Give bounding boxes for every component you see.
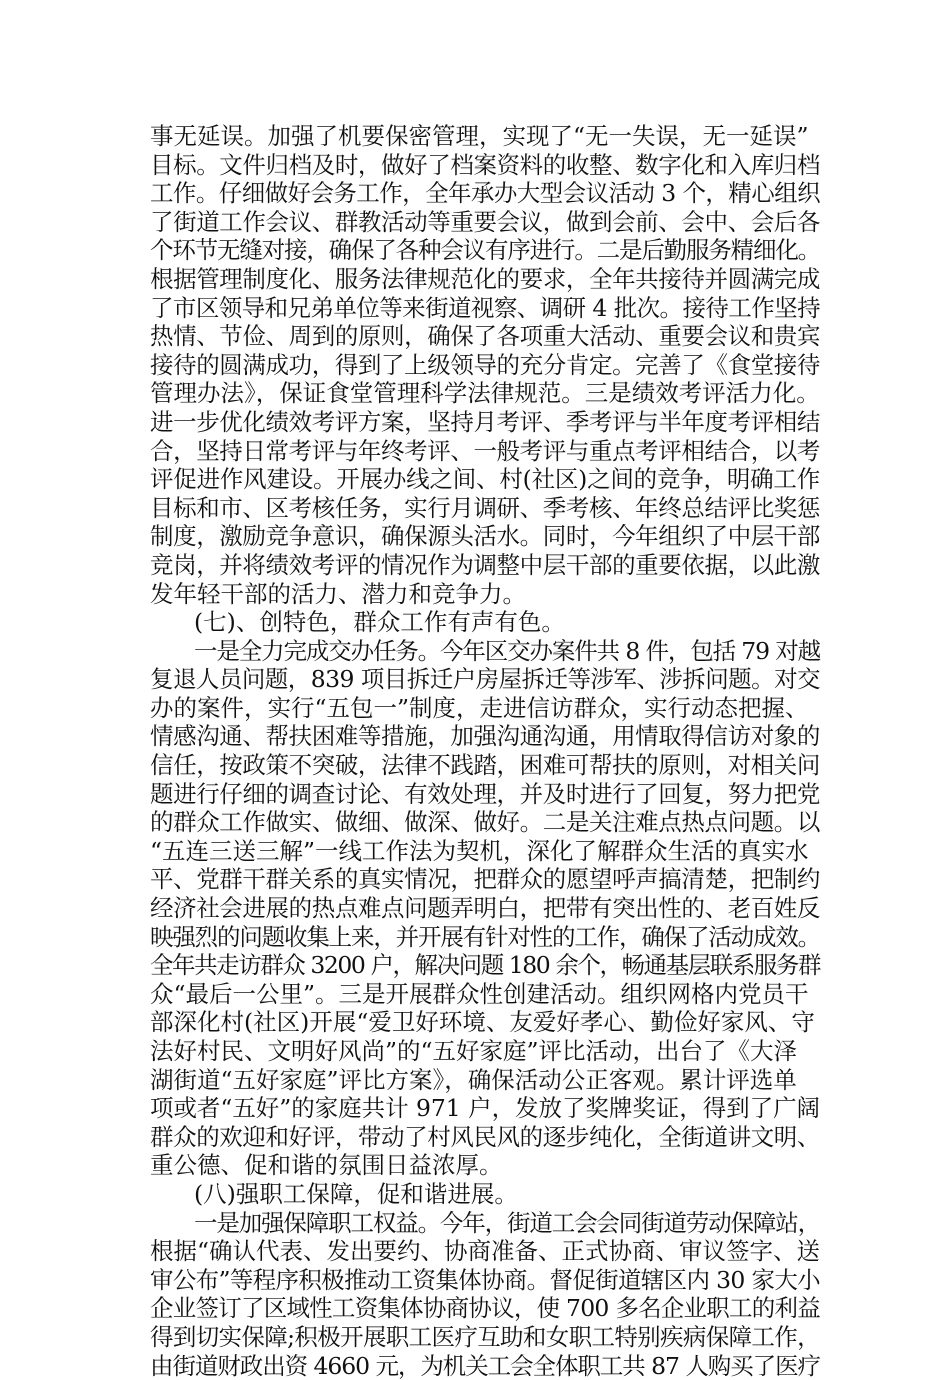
text-line: 复退人员问题，839 项目拆迁户房屋拆迁等涉军、涉拆问题。对交 <box>150 665 820 694</box>
text-line: 信任，按政策不突破，法律不践踏，困难可帮扶的原则，对相关问 <box>150 751 820 780</box>
text-line: 湖街道“五好家庭”评比方案》，确保活动公正客观。累计评选单 <box>150 1065 797 1094</box>
text-line: 一是加强保障职工权益。今年，街道工会会同街道劳动保障站， <box>194 1208 820 1237</box>
text-line: 由街道财政出资 4660 元，为机关工会全体职工共 87 人购买了医疗 <box>150 1351 820 1380</box>
text-line: 题进行仔细的调查讨论、有效处理，并及时进行了回复，努力把党 <box>150 779 820 808</box>
text-line: 制度，激励竞争意识，确保源头活水。同时，今年组织了中层干部 <box>150 522 820 551</box>
text-line: 进一步优化绩效考评方案，坚持月考评、季考评与半年度考评相结 <box>150 407 820 436</box>
text-line: 竞岗，并将绩效考评的情况作为调整中层干部的重要依据，以此激 <box>150 550 820 579</box>
text-line: 目标。文件归档及时，做好了档案资料的收整、数字化和入库归档 <box>150 150 820 179</box>
text-line: 了市区领导和兄弟单位等来街道视察、调研 4 批次。接待工作坚持 <box>150 293 821 322</box>
text-line: 根据管理制度化、服务法律规范化的要求，全年共接待并圆满完成 <box>150 264 820 293</box>
text-line: 全年共走访群众 3200 户，解决问题 180 余个，畅通基层联系服务群 <box>150 951 820 980</box>
text-line: 经济社会进展的热点难点问题弄明白，把带有突出性的、老百姓反 <box>150 894 820 923</box>
text-line: 企业签订了区域性工资集体协商协议，使 700 多名企业职工的利益 <box>150 1294 820 1323</box>
text-line: 部深化村(社区)开展“爱卫好环境、友爱好孝心、勤俭好家风、守 <box>150 1008 815 1037</box>
text-line: 重公德、促和谐的氛围日益浓厚。 <box>150 1151 503 1180</box>
text-line: 法好村民、文明好风尚”的“五好家庭”评比活动，出台了《大泽 <box>150 1037 798 1065</box>
text-line: 一是全力完成交办任务。今年区交办案件共 8 件，包括 79 对越 <box>194 636 820 665</box>
text-line: 热情、节俭、周到的原则，确保了各项重大活动、重要会议和贵宾 <box>150 322 820 351</box>
text-line: 办的案件，实行“五包一”制度，走进信访群众，实行动态把握、 <box>150 693 809 722</box>
text-line: 目标和市、区考核任务，实行月调研、季考核、年终总结评比奖惩 <box>150 493 820 522</box>
text-line: 个环节无缝对接，确保了各种会议有序进行。二是后勤服务精细化。 <box>150 236 820 265</box>
text-line: 接待的圆满成功，得到了上级领导的充分肯定。完善了《食堂接待 <box>150 350 820 379</box>
text-line: 的群众工作做实、做细、做深、做好。二是关注难点热点问题。以 <box>150 808 820 837</box>
text-line: 项或者“五好”的家庭共计 971 户，发放了奖牌奖证，得到了广阔 <box>150 1094 820 1123</box>
text-line: 根据“确认代表、发出要约、协商准备、正式协商、审议签字、送 <box>150 1237 820 1266</box>
text-line: (八)强职工保障，促和谐进展。 <box>194 1179 518 1208</box>
text-line: 工作。仔细做好会务工作，全年承办大型会议活动 3 个，精心组织 <box>150 179 821 208</box>
text-line: 众“最后一公里”。三是开展群众性创建活动。组织网格内党员干 <box>150 979 809 1008</box>
text-line: (七)、创特色，群众工作有声有色。 <box>194 608 565 637</box>
text-line: “五连三送三解”一线工作法为契机，深化了解群众生活的真实水 <box>150 836 809 865</box>
text-line: 合，坚持日常考评与年终考评、一般考评与重点考评相结合，以考 <box>150 436 820 465</box>
text-line: 情感沟通、帮扶困难等措施，加强沟通沟通，用情取得信访对象的 <box>150 722 820 751</box>
text-line: 平、党群干群关系的真实情况，把群众的愿望呼声搞清楚，把制约 <box>150 865 820 894</box>
text-line: 群众的欢迎和好评，带动了村风民风的逐步纯化，全街道讲文明、 <box>150 1122 820 1151</box>
text-line: 审公布”等程序积极推动工资集体协商。督促街道辖区内 30 家大小 <box>150 1265 820 1294</box>
text-line: 得到切实保障;积极开展职工医疗互助和女职工特别疾病保障工作， <box>150 1322 820 1351</box>
text-line: 事无延误。加强了机要保密管理，实现了“无一失误，无一延误” <box>150 122 809 150</box>
text-line: 评促进作风建设。开展办线之间、村(社区)之间的竞争，明确工作 <box>150 465 820 494</box>
text-line: 管理办法》，保证食堂管理科学法律规范。三是绩效考评活力化。 <box>150 379 820 408</box>
text-line: 映强烈的问题收集上来，并开展有针对性的工作，确保了活动成效。 <box>150 922 820 951</box>
text-line: 发年轻干部的活力、潜力和竞争力。 <box>150 579 526 608</box>
text-line: 了街道工作会议、群教活动等重要会议，做到会前、会中、会后各 <box>150 207 820 236</box>
document-page <box>150 122 820 1380</box>
